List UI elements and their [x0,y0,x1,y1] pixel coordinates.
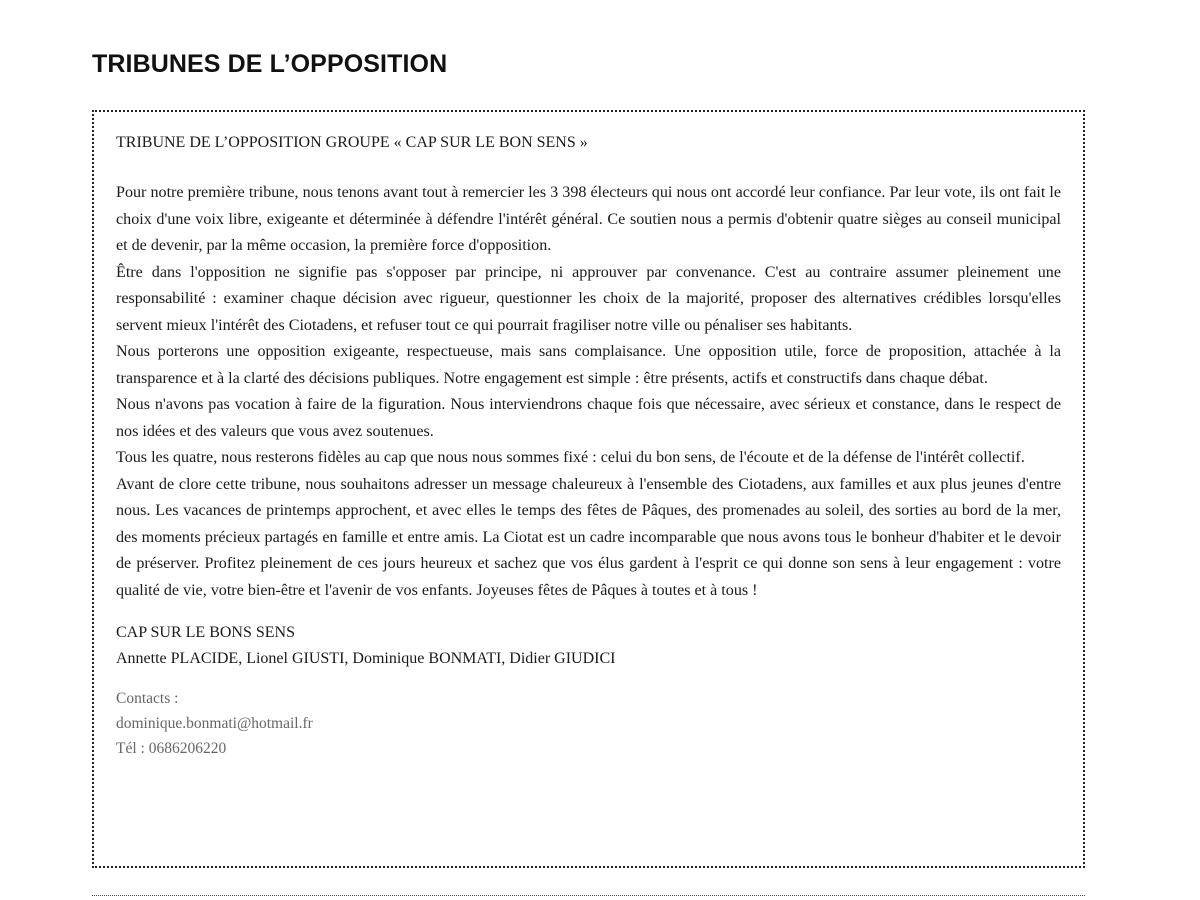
tribune-paragraph: Pour notre première tribune, nous tenons avant tout à remercier les 3 398 électeurs qui nous ont accordé leur confiance. Par leur vote, ils ont fait le choix d'une voix libre, exigeante et déterminée à défendre l'intérêt général. Ce soutien nous a permis d'obtenir quatre sièges au conseil municipal et de devenir, par la même occasion, la première force d'opposition. [116,184,1061,254]
tribune-heading: TRIBUNE DE L’OPPOSITION GROUPE « CAP SUR LE BON SENS » [116,134,588,151]
contacts [116,686,1061,761]
contact-phone: Tél : 0686206220 [116,740,227,757]
bottom-divider [92,895,1085,896]
contacts-label: Contacts : [116,690,179,707]
signature [116,620,1061,672]
tribune-body [116,180,1061,604]
signature-members: Annette PLACIDE, Lionel GIUSTI, Dominique BONMATI, Didier GIUDICI [116,650,616,667]
tribune-paragraph: Nous porterons une opposition exigeante, respectueuse, mais sans complaisance. Une opposition utile, force de proposition, attachée à la transparence et à la clarté des décisions publiques. Notre engagement est simple : être présents, actifs et constructifs dans chaque débat. [116,343,1061,387]
tribune-paragraph: Nous n'avons pas vocation à faire de la figuration. Nous interviendrons chaque fois que nécessaire, avec sérieux et constance, dans le respect de nos idées et des valeurs que vous avez soutenues. [116,396,1061,440]
tribune-box [92,110,1085,868]
signature-group: CAP SUR LE BONS SENS [116,624,296,641]
contact-email: dominique.bonmati@hotmail.fr [116,715,313,732]
tribune-paragraph: Être dans l'opposition ne signifie pas s'opposer par principe, ni approuver par convenance. C'est au contraire assumer pleinement une responsabilité : examiner chaque décision avec rigueur, questionner les choix de la majorité, proposer des alternatives crédibles lorsqu'elles servent mieux l'intérêt des Ciotadens, et refuser tout ce qui pourrait fragiliser notre ville ou pénaliser ses habitants. [116,263,1061,334]
tribune-paragraph: Avant de clore cette tribune, nous souhaitons adresser un message chaleureux à l'ensemble des Ciotadens, aux familles et aux plus jeunes d'entre nous. Les vacances de printemps approchent, et avec elles le temps des fêtes de Pâques, des promenades au soleil, des sorties au bord de la mer, des moments précieux partagés en famille et entre amis. La Ciotat est un cadre incomparable que nous avons tous le bonheur d'habiter et le devoir de préserver. Profitez pleinement de ces jours heureux et sachez que vos élus gardent à l'esprit ce qui donne son sens à leur engagement : votre qualité de vie, votre bien-être et l'avenir de vos enfants. Joyeuses fêtes de Pâques à toutes et à tous ! [116,475,1061,599]
tribune-paragraph: Tous les quatre, nous resterons fidèles au cap que nous nous sommes fixé : celui du bon sens, de l'écoute et de la défense de l'intérêt collectif. [116,449,1025,466]
page-title: TRIBUNES DE L’OPPOSITION [92,50,448,78]
